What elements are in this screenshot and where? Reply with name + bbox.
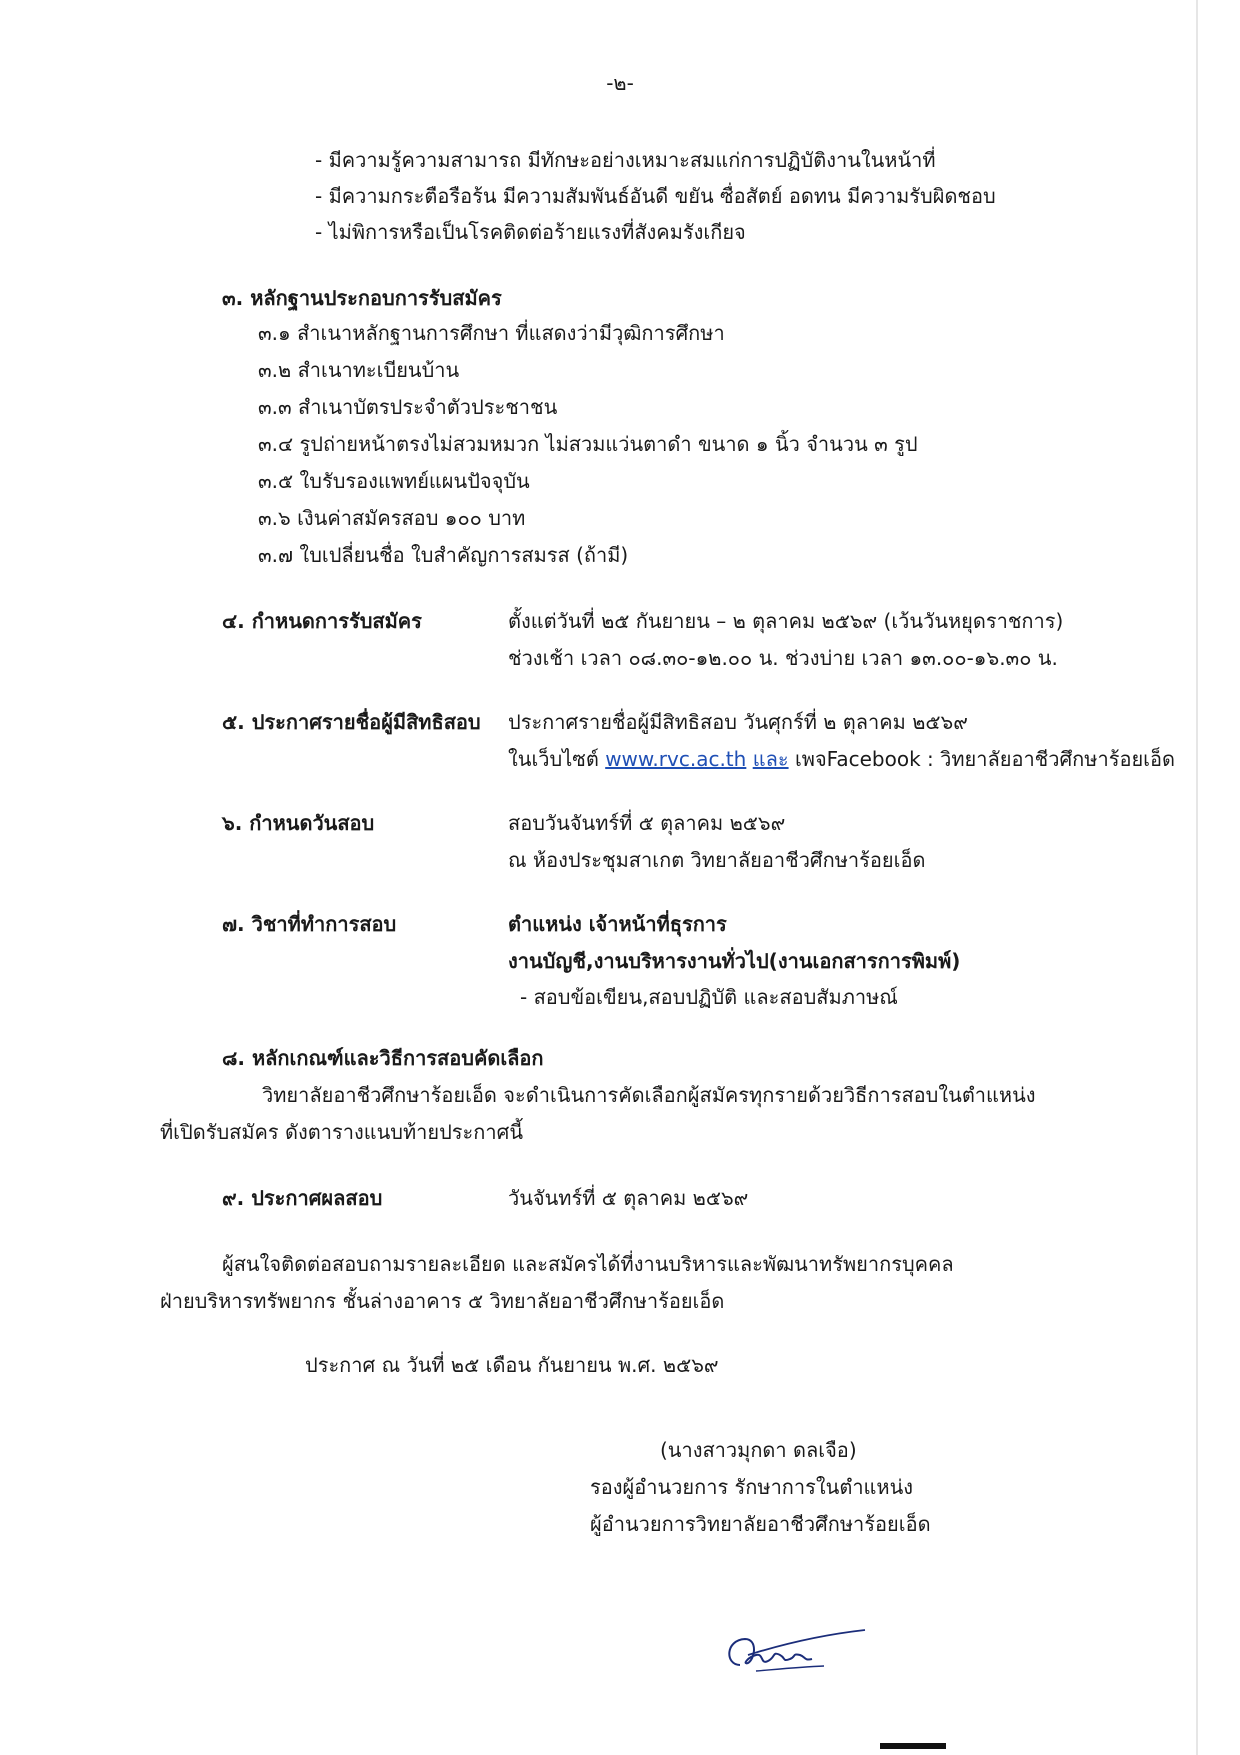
footer-mark xyxy=(880,1743,946,1749)
section-5-heading: ๕. ประกาศรายชื่อผู้มีสิทธิสอบ xyxy=(222,710,481,734)
document-item: ๓.๗ ใบเปลี่ยนชื่อ ใบสำคัญการสมรส (ถ้ามี) xyxy=(258,543,629,567)
announcement-date: ประกาศ ณ วันที่ ๒๕ เดือน กันยายน พ.ศ. ๒๕๖๙ xyxy=(305,1353,719,1377)
section-3-heading: ๓. หลักฐานประกอบการรับสมัคร xyxy=(222,286,502,310)
document-item: ๓.๖ เงินค่าสมัครสอบ ๑๐๐ บาท xyxy=(258,506,526,530)
document-item: ๓.๓ สำเนาบัตรประจำตัวประชาชน xyxy=(258,395,558,419)
selection-method-line-1: วิทยาลัยอาชีวศึกษาร้อยเอ็ด จะดำเนินการคัดเลือกผู้สมัครทุกรายด้วยวิธีการสอบในตำแหน่ง xyxy=(262,1083,1036,1107)
document-item: ๓.๑ สำเนาหลักฐานการศึกษา ที่แสดงว่ามีวุฒิการศึกษา xyxy=(258,321,725,345)
signatory-name: (นางสาวมุกดา ดลเจือ) xyxy=(660,1438,857,1462)
application-period: ตั้งแต่วันที่ ๒๕ กันยายน – ๒ ตุลาคม ๒๕๖๙ (เว้นวันหยุดราชการ) xyxy=(508,609,1064,633)
qualification-item: - มีความกระตือรือร้น มีความสัมพันธ์อันดี ขยัน ซื่อสัตย์ อดทน มีความรับผิดชอบ xyxy=(315,184,996,208)
eligible-list-channels xyxy=(508,744,1175,774)
exam-date: สอบวันจันทร์ที่ ๕ ตุลาคม ๒๕๖๙ xyxy=(508,811,786,835)
website-link-and[interactable]: และ xyxy=(752,747,789,771)
page-number: -๒- xyxy=(606,71,634,95)
eligible-list-date: ประกาศรายชื่อผู้มีสิทธิสอบ วันศุกร์ที่ ๒ ตุลาคม ๒๕๖๙ xyxy=(508,710,968,734)
facebook-page: เพจFacebook : วิทยาลัยอาชีวศึกษาร้อยเอ็ด xyxy=(794,747,1176,771)
page-edge-shadow xyxy=(1196,0,1198,1755)
section-4-heading: ๔. กำหนดการรับสมัคร xyxy=(222,609,422,633)
position-work: งานบัญชี,งานบริหารงานทั่วไป(งานเอกสารการพิมพ์) xyxy=(508,949,961,973)
contact-line-1: ผู้สนใจติดต่อสอบถามรายละเอียด และสมัครได้ที่งานบริหารและพัฒนาทรัพยากรบุคคล xyxy=(222,1252,954,1276)
signatory-title-line-2: ผู้อำนวยการวิทยาลัยอาชีวศึกษาร้อยเอ็ด xyxy=(590,1512,931,1536)
section-7-heading: ๗. วิชาที่ทำการสอบ xyxy=(222,912,397,936)
section-6-heading: ๖. กำหนดวันสอบ xyxy=(222,811,375,835)
website-link[interactable]: www.rvc.ac.th xyxy=(605,747,747,771)
signature xyxy=(720,1625,870,1695)
section-9-heading: ๙. ประกาศผลสอบ xyxy=(222,1186,383,1210)
signatory-title-line-1: รองผู้อำนวยการ รักษาการในตำแหน่ง xyxy=(590,1475,914,1499)
position-title: ตำแหน่ง เจ้าหน้าที่ธุรการ xyxy=(508,912,727,936)
exam-venue: ณ ห้องประชุมสาเกต วิทยาลัยอาชีวศึกษาร้อยเอ็ด xyxy=(508,848,926,872)
document-item: ๓.๒ สำเนาทะเบียนบ้าน xyxy=(258,358,460,382)
section-8-heading: ๘. หลักเกณฑ์และวิธีการสอบคัดเลือก xyxy=(222,1046,544,1070)
selection-method-line-2: ที่เปิดรับสมัคร ดังตารางแนบท้ายประกาศนี้ xyxy=(160,1120,523,1144)
qualification-item: - ไม่พิการหรือเป็นโรคติดต่อร้ายแรงที่สังคมรังเกียจ xyxy=(315,220,746,244)
qualification-item: - มีความรู้ความสามารถ มีทักษะอย่างเหมาะสมแก่การปฏิบัติงานในหน้าที่ xyxy=(315,148,936,172)
result-date: วันจันทร์ที่ ๕ ตุลาคม ๒๕๖๙ xyxy=(508,1186,749,1210)
document-item: ๓.๔ รูปถ่ายหน้าตรงไม่สวมหมวก ไม่สวมแว่นตาดำ ขนาด ๑ นิ้ว จำนวน ๓ รูป xyxy=(258,432,918,456)
application-hours: ช่วงเช้า เวลา ๐๘.๓๐-๑๒.๐๐ น. ช่วงบ่าย เวลา ๑๓.๐๐-๑๖.๓๐ น. xyxy=(508,646,1058,670)
exam-types: - สอบข้อเขียน,สอบปฏิบัติ และสอบสัมภาษณ์ xyxy=(520,985,898,1009)
contact-line-2: ฝ่ายบริหารทรัพยากร ชั้นล่างอาคาร ๕ วิทยาลัยอาชีวศึกษาร้อยเอ็ด xyxy=(160,1289,725,1313)
document-item: ๓.๕ ใบรับรองแพทย์แผนปัจจุบัน xyxy=(258,469,530,493)
website-prefix: ในเว็บไซต์ xyxy=(508,747,599,771)
